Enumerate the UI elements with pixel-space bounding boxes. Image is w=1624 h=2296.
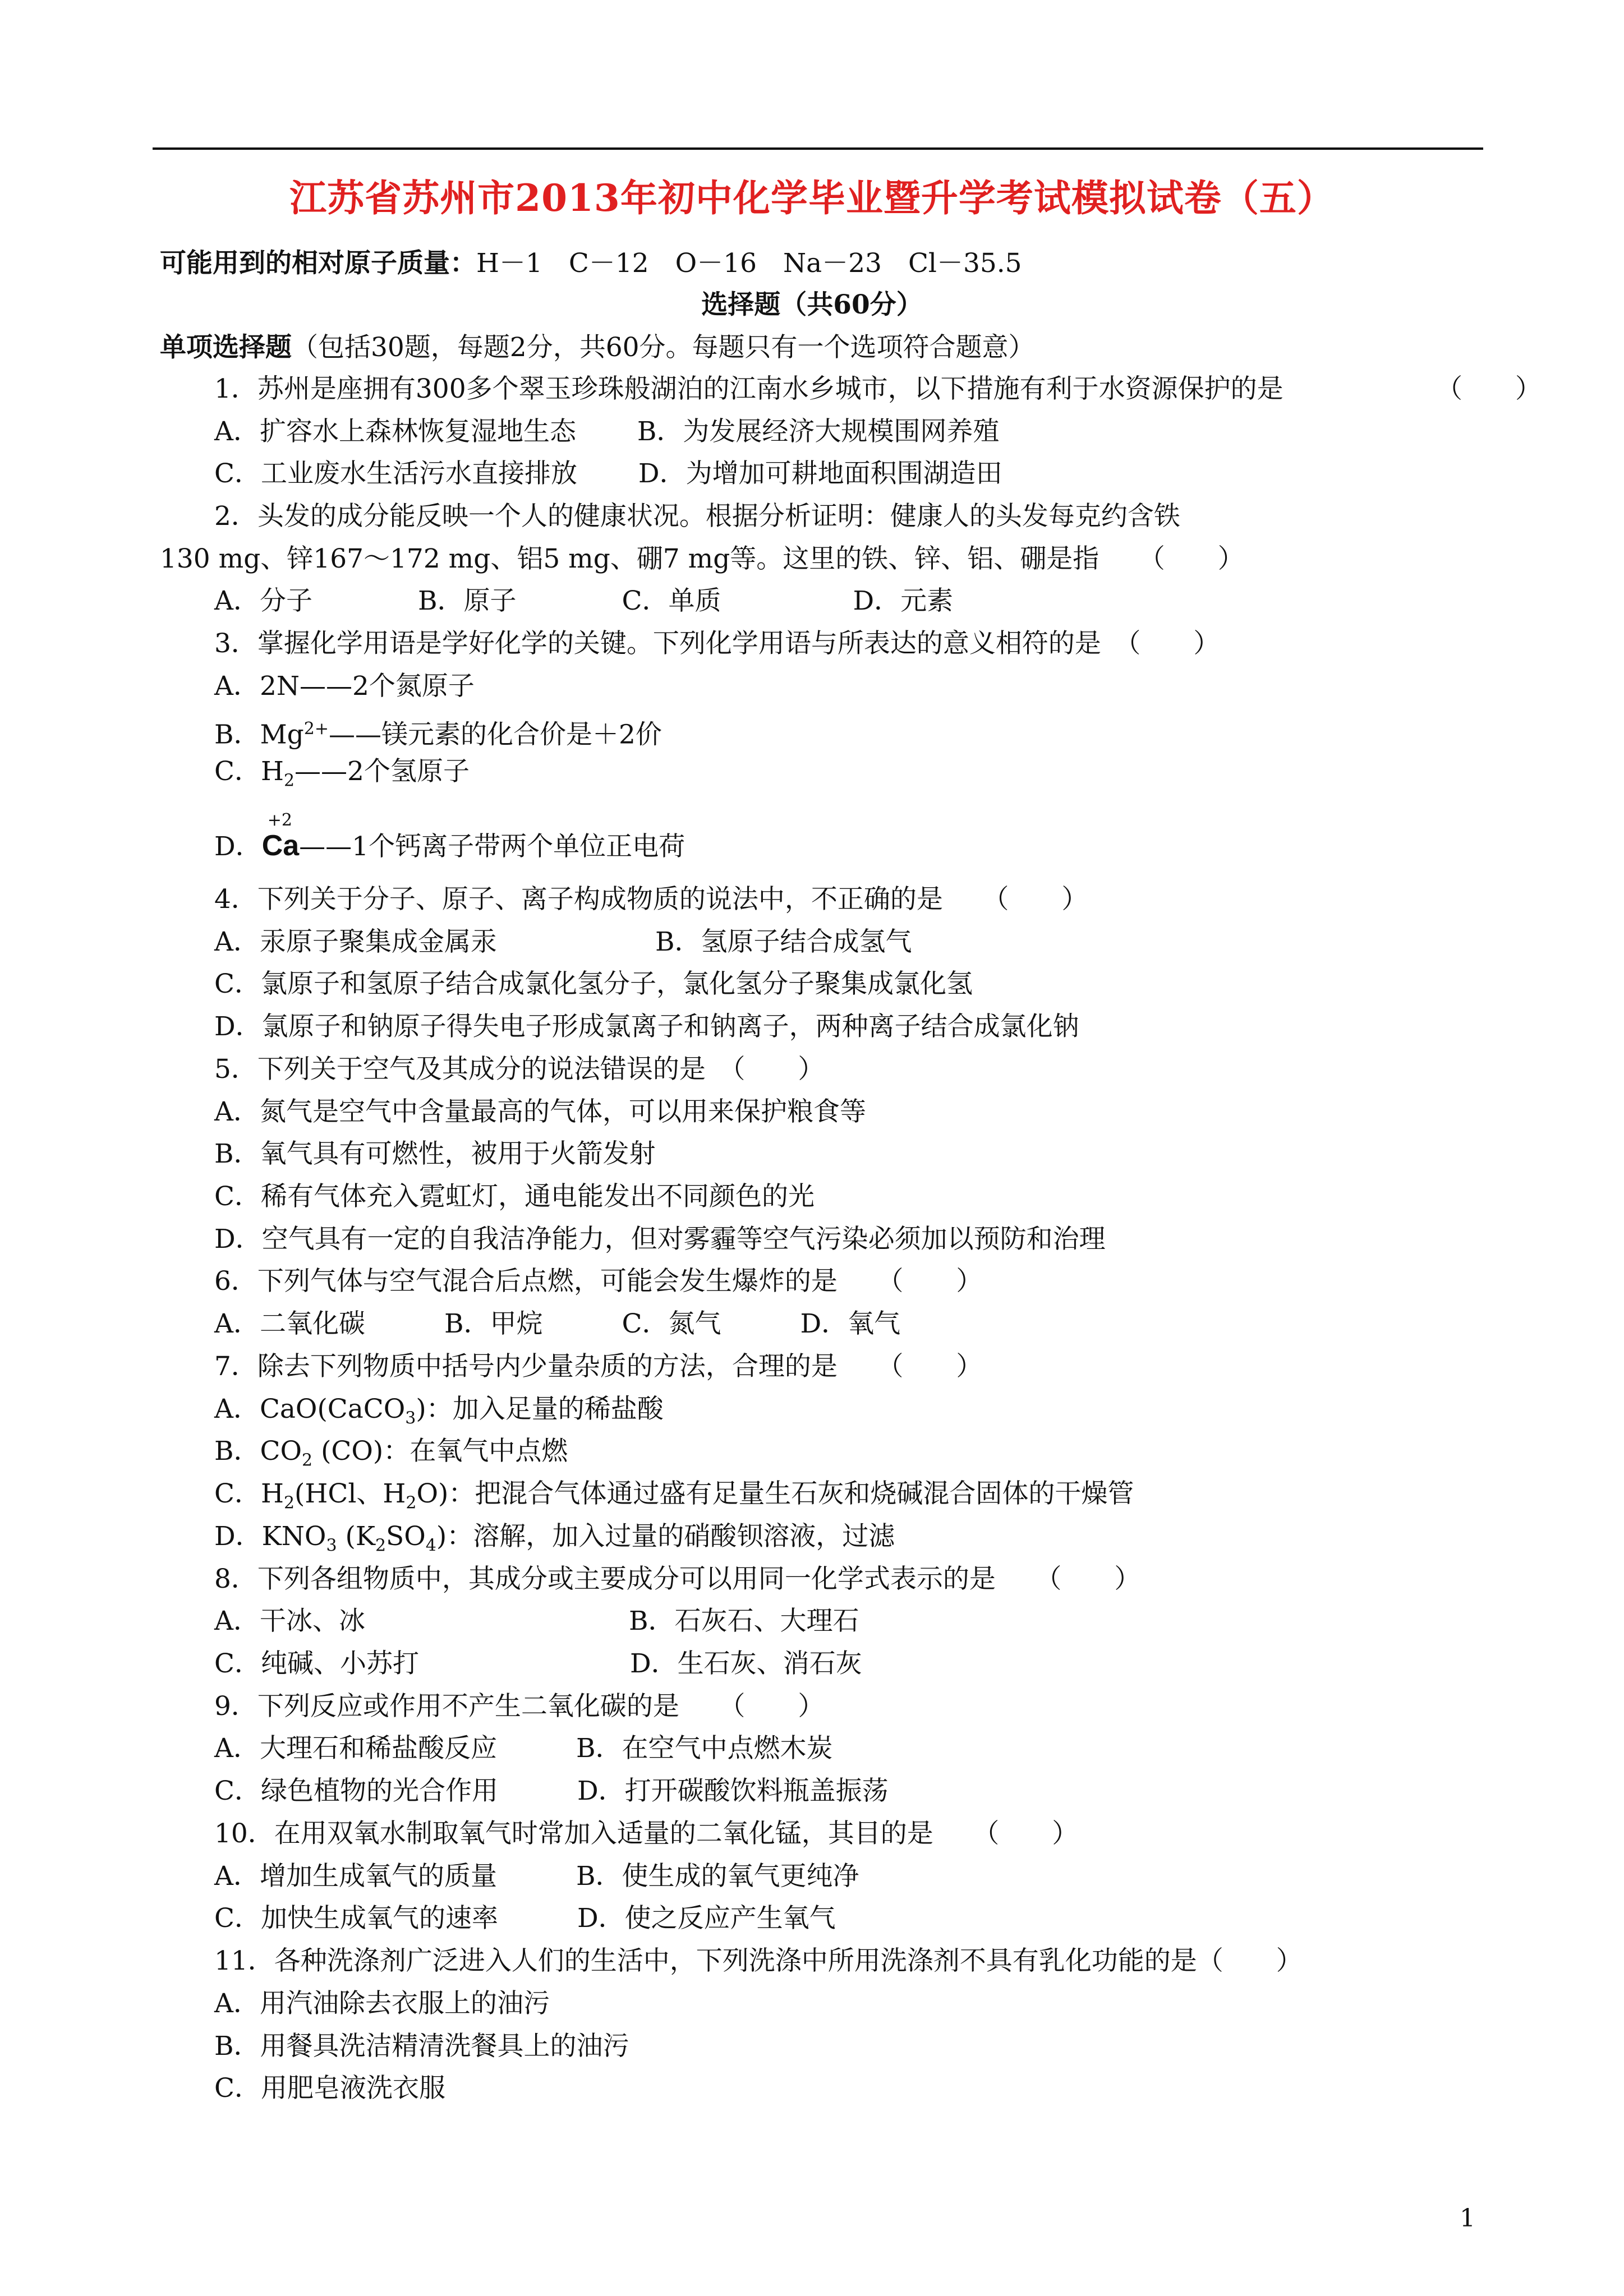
question-3-option-b bbox=[214, 712, 662, 752]
page-number: 1 bbox=[1460, 2204, 1475, 2233]
atomic-mass-line bbox=[160, 247, 1022, 280]
question-1-stem: 1．苏州是座拥有300多个翠玉珍珠般湖泊的江南水乡城市，以下措施有利于水资源保护的是 bbox=[214, 374, 1283, 404]
option-d-subscript-1: 3 bbox=[326, 1536, 337, 1556]
question-2-options: A．分子 B．原子 C．单质 D．元素 bbox=[214, 585, 954, 616]
question-4-options-row1: A．汞原子聚集成金属汞 B．氢原子结合成氢气 bbox=[214, 926, 912, 957]
question-5-option-b: B．氧气具有可燃性，被用于火箭发射 bbox=[214, 1138, 656, 1169]
option-b-prefix: B．Mg bbox=[214, 719, 304, 750]
question-8-stem: 8．下列各组物质中，其成分或主要成分可以用同一化学式表示的是 （ ） bbox=[214, 1564, 1141, 1594]
question-3-option-d bbox=[214, 810, 686, 864]
option-d-text: ——1个钙离子带两个单位正电荷 bbox=[299, 831, 686, 862]
calcium-symbol bbox=[261, 810, 300, 862]
question-5-option-c: C．稀有气体充入霓虹灯，通电能发出不同颜色的光 bbox=[214, 1181, 815, 1212]
question-3-option-a: A．2N——2个氮原子 bbox=[214, 671, 475, 702]
question-11-stem: 11．各种洗涤剂广泛进入人们的生活中，下列洗涤中所用洗涤剂不具有乳化功能的是（ ） bbox=[214, 1945, 1303, 1976]
question-7-option-d bbox=[214, 1520, 895, 1562]
option-d-prefix: D． bbox=[214, 831, 262, 862]
option-a-text: )：加入足量的稀盐酸 bbox=[416, 1394, 664, 1424]
question-5-option-d: D．空气具有一定的自我洁净能力，但对雾霾等空气污染必须加以预防和治理 bbox=[214, 1224, 1106, 1255]
option-b-text: (CO)：在氧气中点燃 bbox=[312, 1436, 568, 1467]
question-7-option-a bbox=[214, 1393, 664, 1435]
question-11-option-a: A．用汽油除去衣服上的油污 bbox=[214, 1988, 550, 2019]
atomic-mass-label: 可能用到的相对原子质量： bbox=[160, 248, 476, 279]
question-4-option-d: D．氯原子和钠原子得失电子形成氯离子和钠离子，两种离子结合成氯化钠 bbox=[214, 1011, 1079, 1042]
question-11-option-b: B．用餐具洗洁精清洗餐具上的油污 bbox=[214, 2031, 629, 2062]
option-d-subscript-2: 2 bbox=[375, 1536, 387, 1556]
question-1-answer-paren: （ ） bbox=[1436, 374, 1542, 404]
option-b-prefix: B．CO bbox=[214, 1436, 302, 1467]
question-1-options-row1: A．扩容水上森林恢复湿地生态 B．为发展经济大规模围网养殖 bbox=[214, 416, 1000, 447]
question-4-stem: 4．下列关于分子、原子、离子构成物质的说法中，不正确的是 （ ） bbox=[214, 884, 1088, 915]
option-d-prefix: D．KNO bbox=[214, 1521, 326, 1552]
question-6-options: A．二氧化碳 B．甲烷 C．氮气 D．氧气 bbox=[214, 1308, 901, 1339]
question-10-options-row1: A．增加生成氧气的质量 B．使生成的氧气更纯净 bbox=[214, 1861, 859, 1892]
option-c-prefix: C．H bbox=[214, 756, 284, 787]
option-c-mid: (HCl、H bbox=[295, 1478, 406, 1509]
question-8-options-row1: A．干冰、冰 B．石灰石、大理石 bbox=[214, 1606, 859, 1636]
question-4-option-c: C．氯原子和氢原子结合成氯化氢分子，氯化氢分子聚集成氯化氢 bbox=[214, 969, 973, 999]
section-title: 选择题（共60分） bbox=[701, 289, 923, 320]
question-1-options-row2: C．工业废水生活污水直接排放 D．为增加可耕地面积围湖造田 bbox=[214, 458, 1002, 489]
option-b-text: ——镁元素的化合价是＋2价 bbox=[328, 719, 662, 750]
question-11-option-c: C．用肥皂液洗衣服 bbox=[214, 2073, 445, 2104]
question-3-option-c bbox=[214, 755, 470, 797]
calcium-symbol-text: Ca bbox=[261, 829, 300, 862]
page-title: 江苏省苏州市2013年初中化学毕业暨升学考试模拟试卷（五） bbox=[289, 176, 1335, 220]
option-d-mid-2: SO bbox=[386, 1521, 426, 1552]
section-intro-label: 单项选择题 bbox=[160, 332, 292, 363]
question-7-option-b bbox=[214, 1435, 568, 1477]
option-b-subscript: 2 bbox=[302, 1450, 313, 1470]
question-9-options-row1: A．大理石和稀盐酸反应 B．在空气中点燃木炭 bbox=[214, 1733, 833, 1764]
section-intro bbox=[160, 331, 1035, 365]
valence-mark: +2 bbox=[267, 810, 292, 830]
option-c-text: O)：把混合气体通过盛有足量生石灰和烧碱混合固体的干燥管 bbox=[416, 1478, 1134, 1509]
question-5-option-a: A．氮气是空气中含量最高的气体，可以用来保护粮食等 bbox=[214, 1096, 866, 1127]
option-d-text: )：溶解，加入过量的硝酸钡溶液，过滤 bbox=[436, 1521, 895, 1552]
question-9-options-row2: C．绿色植物的光合作用 D．打开碳酸饮料瓶盖振荡 bbox=[214, 1776, 889, 1806]
atomic-mass-values: H－1 C－12 O－16 Na－23 Cl－35.5 bbox=[476, 248, 1022, 279]
question-3-stem: 3．掌握化学用语是学好化学的关键。下列化学用语与所表达的意义相符的是 （ ） bbox=[214, 628, 1220, 659]
question-10-stem: 10．在用双氧水制取氧气时常加入适量的二氧化锰，其目的是 （ ） bbox=[214, 1818, 1079, 1849]
question-9-stem: 9．下列反应或作用不产生二氧化碳的是 （ ） bbox=[214, 1691, 825, 1722]
option-c-prefix: C．H bbox=[214, 1478, 284, 1509]
question-5-stem: 5．下列关于空气及其成分的说法错误的是 （ ） bbox=[214, 1054, 825, 1085]
question-2-stem-cont: 130 mg、锌167～172 mg、铝5 mg、硼7 mg等。这里的铁、锌、铝、硼是指 （ ） bbox=[160, 543, 1244, 574]
option-b-superscript: 2+ bbox=[303, 719, 329, 739]
option-c-text: ——2个氢原子 bbox=[295, 756, 470, 787]
option-c-subscript-1: 2 bbox=[283, 1493, 295, 1513]
header-rule bbox=[153, 147, 1483, 150]
option-c-subscript-2: 2 bbox=[406, 1493, 417, 1513]
section-intro-text: （包括30题，每题2分，共60分。每题只有一个选项符合题意） bbox=[292, 332, 1035, 363]
option-d-subscript-3: 4 bbox=[425, 1536, 436, 1556]
question-6-stem: 6．下列气体与空气混合后点燃，可能会发生爆炸的是 （ ） bbox=[214, 1266, 983, 1297]
question-8-options-row2: C．纯碱、小苏打 D．生石灰、消石灰 bbox=[214, 1648, 862, 1679]
question-7-option-c bbox=[214, 1477, 1134, 1520]
option-c-subscript: 2 bbox=[283, 771, 295, 791]
question-10-options-row2: C．加快生成氧气的速率 D．使之反应产生氧气 bbox=[214, 1903, 836, 1934]
option-a-subscript: 3 bbox=[405, 1408, 416, 1428]
option-d-mid-1: (K bbox=[337, 1521, 375, 1552]
question-2-stem: 2．头发的成分能反映一个人的健康状况。根据分析证明：健康人的头发每克约含铁 bbox=[214, 501, 1180, 532]
option-a-prefix: A．CaO(CaCO bbox=[214, 1394, 406, 1424]
question-7-stem: 7．除去下列物质中括号内少量杂质的方法，合理的是 （ ） bbox=[214, 1351, 983, 1382]
